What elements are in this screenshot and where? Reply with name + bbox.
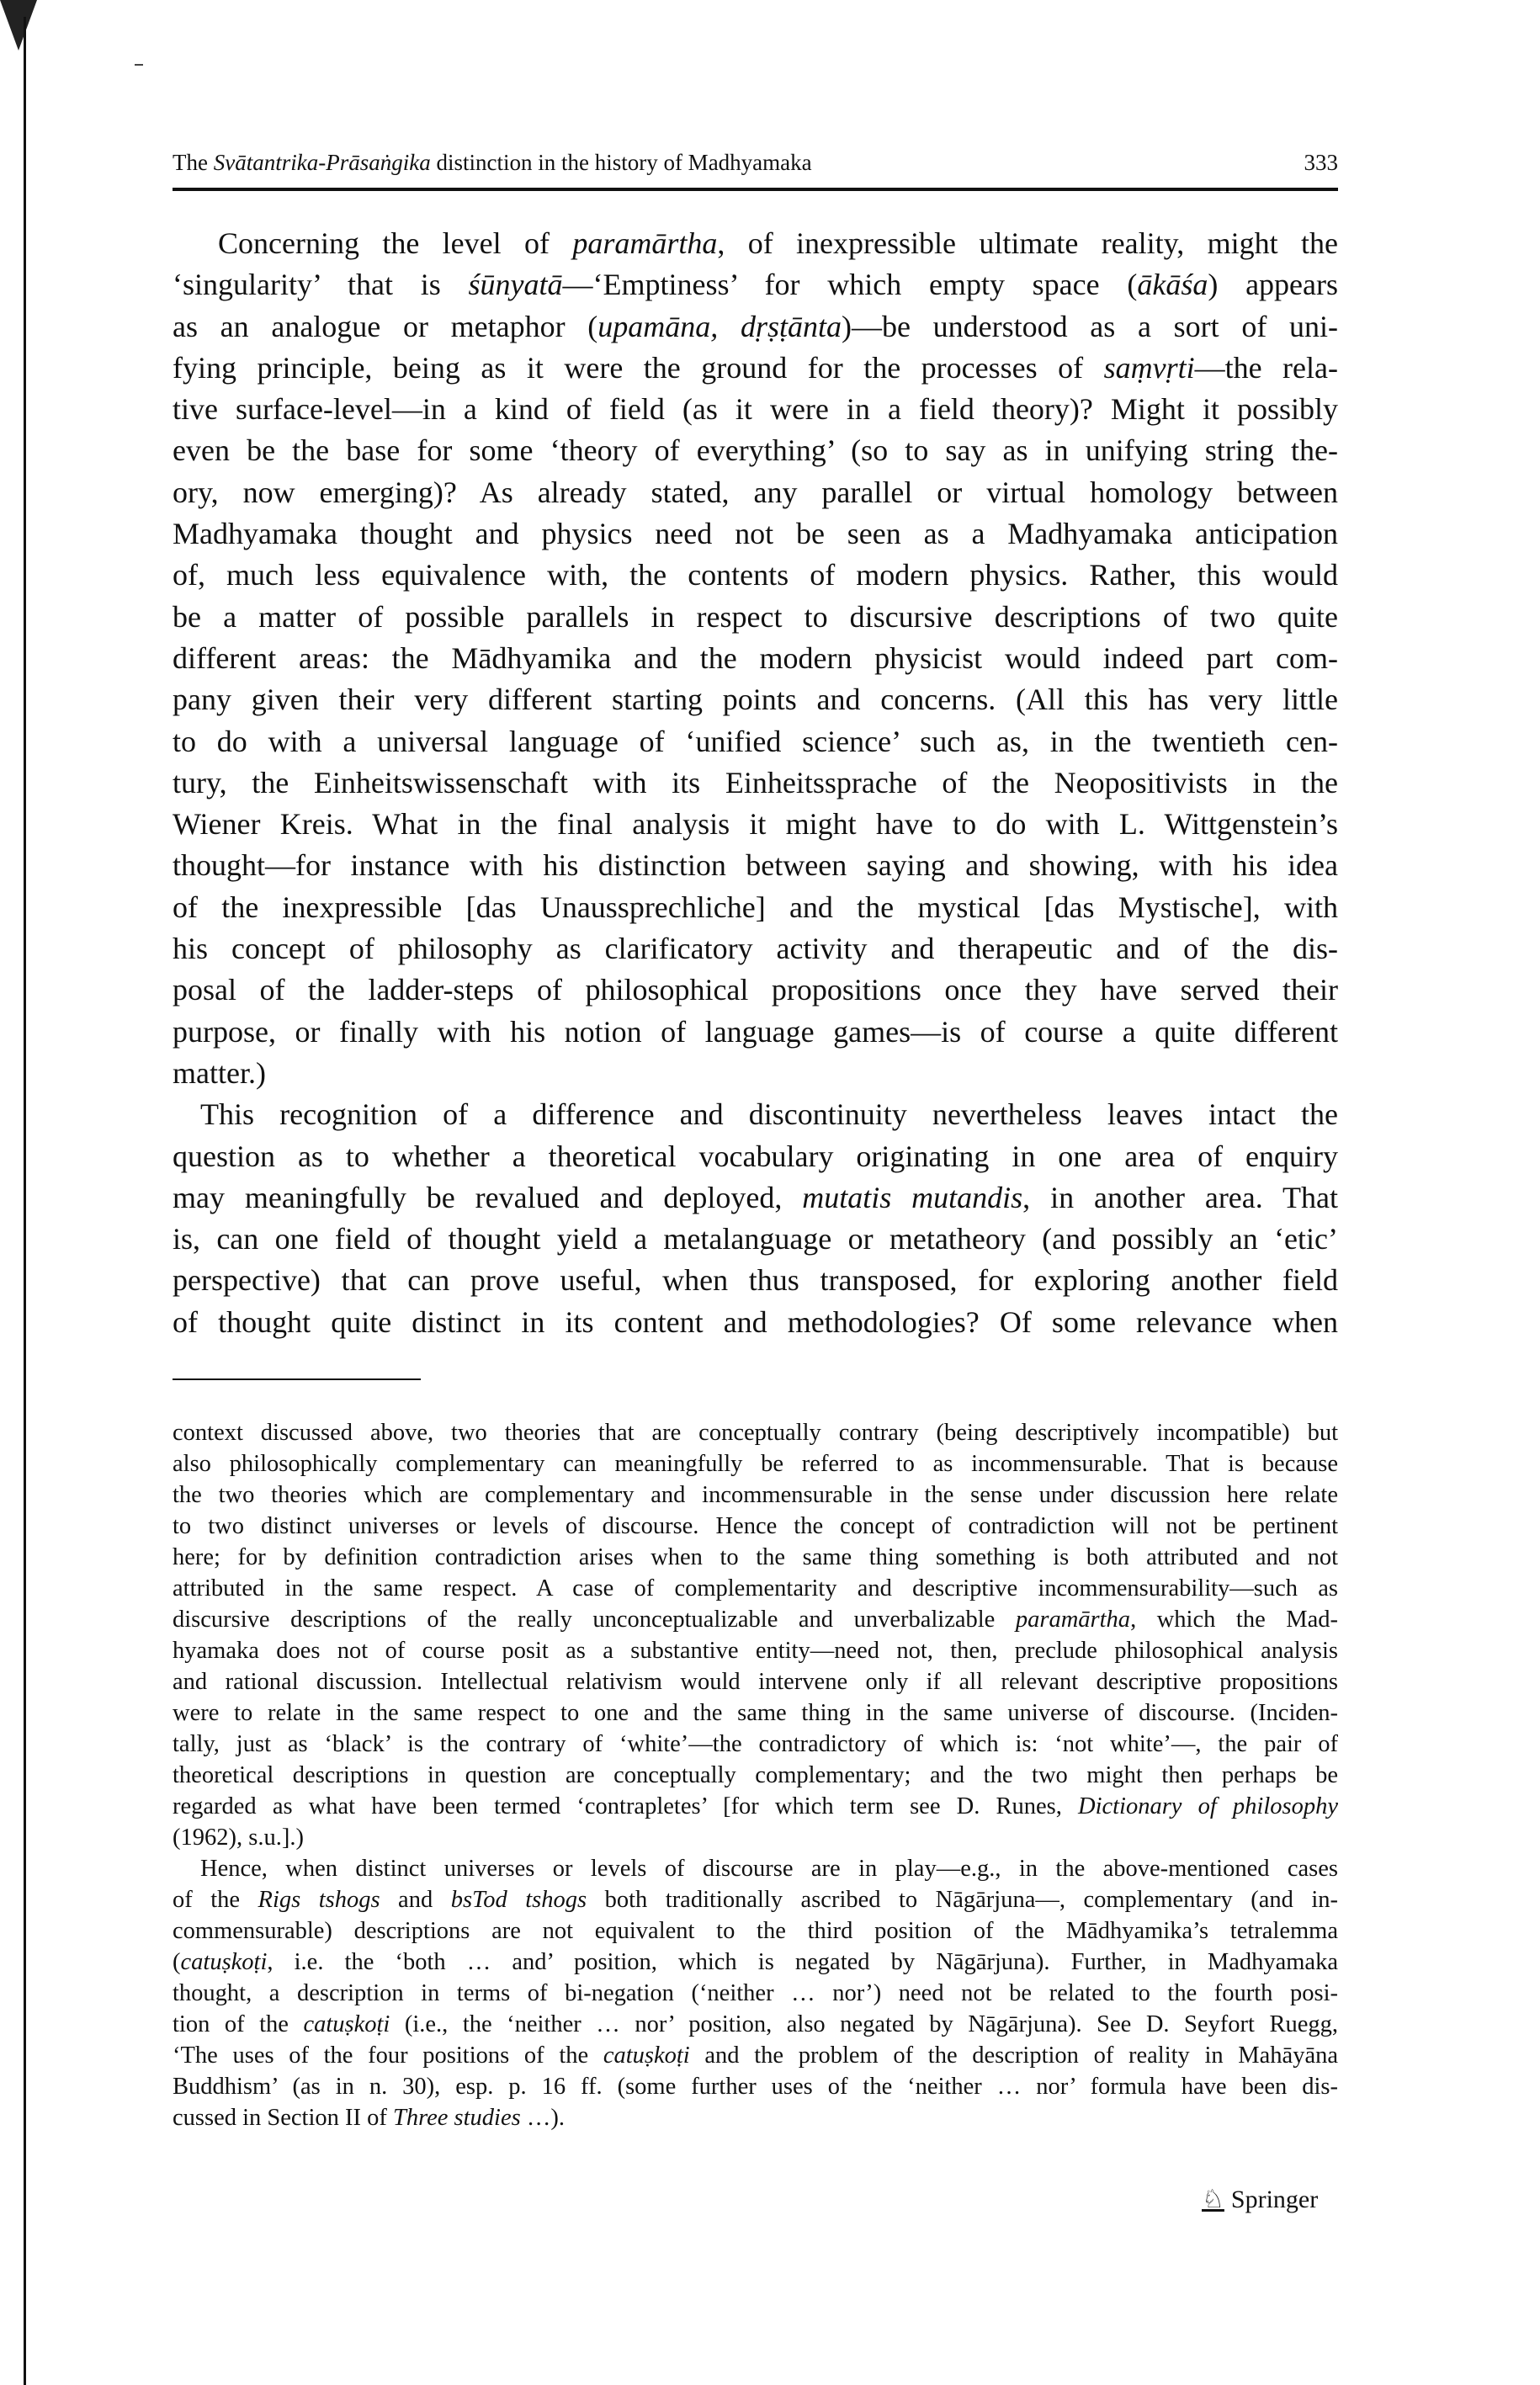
text-line	[173, 1822, 1338, 1853]
text-line	[173, 1479, 1338, 1511]
italic-term: śūnyatā	[468, 268, 563, 302]
text-run: here; for by definition contradiction arises when to the same thing something is both attributed and not	[173, 1544, 1338, 1570]
italic-term: catuṣkoṭi	[180, 1949, 268, 1975]
text-run: Wiener Kreis. What in the final analysis it might have to do with L. Wittgenstein’s	[173, 807, 1338, 842]
text-run: thought, a description in terms of bi-negation (‘neither … nor’) need not be related to the fourth posi-	[173, 1980, 1338, 2006]
text-run: question as to whether a theoretical vocabulary originating in one area of enquiry	[173, 1139, 1338, 1173]
text-run: (i.e., the ‘neither … nor’ position, also negated by Nāgārjuna). See D. Seyfort Ruegg,	[390, 2011, 1338, 2037]
text-run: is, can one field of thought yield a metalanguage or metatheory (and possibly an ‘etic’	[173, 1222, 1338, 1256]
text-run: cussed in Section II of	[173, 2105, 393, 2131]
text-run: regarded as what have been termed ‘contrapletes’ [for which term see D. Runes,	[173, 1793, 1078, 1819]
body-paragraph	[173, 223, 1338, 1094]
running-header	[173, 150, 1338, 176]
italic-term: Dictionary of philosophy	[1077, 1793, 1338, 1819]
text-run: hyamaka does not of course posit as a substantive entity—need not, then, preclude philosophical analysis	[173, 1638, 1338, 1664]
text-line	[173, 1915, 1338, 1947]
text-line	[173, 721, 1338, 762]
text-line	[173, 2071, 1338, 2102]
text-run: —‘Emptiness’ for which empty space (	[562, 268, 1138, 302]
text-run: theoretical descriptions in question are conceptually complementary; and the two might then perhaps be	[173, 1762, 1338, 1788]
text-run: —the rela-	[1194, 350, 1338, 385]
text-run: be a matter of possible parallels in respect to discursive descriptions of two quite	[173, 599, 1338, 634]
text-line	[173, 969, 1338, 1011]
text-run: …).	[520, 2105, 565, 2131]
text-run: were to relate in the same respect to one and the same thing in the same universe of discourse. (Inciden-	[173, 1700, 1338, 1726]
text-run: )—be understood as a sort of uni-	[841, 309, 1338, 343]
text-run: , in another area. That	[1022, 1180, 1338, 1214]
text-run: as an analogue or metaphor (	[173, 309, 598, 343]
text-run: fying principle, being as it were the ground for the processes of	[173, 350, 1104, 385]
text-run: purpose, or finally with his notion of language games—is of course a quite different	[173, 1014, 1338, 1049]
text-line	[173, 2040, 1338, 2071]
text-line	[173, 1448, 1338, 1479]
text-run: , i.e. the ‘both … and’ position, which is negated by Nāgārjuna). Further, in Madhyamaka	[267, 1949, 1338, 1975]
italic-term: mutatis mutandis	[802, 1180, 1023, 1214]
header-rule	[173, 188, 1338, 191]
text-run: even be the base for some ‘theory of everything’ (so to say as in unifying string the-	[173, 433, 1338, 468]
text-line	[173, 1511, 1338, 1542]
body-text	[173, 223, 1338, 1343]
text-run: context discussed above, two theories that are conceptually contrary (being descriptively incompatible) but	[173, 1420, 1338, 1446]
text-line	[173, 2009, 1338, 2040]
text-line	[173, 1177, 1338, 1219]
text-run: tally, just as ‘black’ is the contrary of ‘white’—the contradictory of which is: ‘not white’—, the pair of	[173, 1731, 1338, 1757]
italic-term: catuṣkoṭi	[603, 2042, 690, 2069]
text-line	[173, 264, 1338, 305]
text-run: tive surface-level—in a kind of field (as it were in a field theory)? Might it possibly	[173, 392, 1338, 427]
text-line	[173, 887, 1338, 928]
text-run: his concept of philosophy as clarificatory activity and therapeutic and of the dis-	[173, 932, 1338, 966]
text-line	[173, 1136, 1338, 1177]
text-line	[173, 1604, 1338, 1635]
text-line	[173, 1573, 1338, 1604]
text-run: Buddhism’ (as in n. 30), esp. p. 16 ff. (some further uses of the ‘neither … nor’ formula have been dis-	[173, 2074, 1338, 2100]
text-run: ‘singularity’ that is	[173, 268, 469, 302]
text-line	[173, 1697, 1338, 1729]
text-run: perspective) that can prove useful, when thus transposed, for exploring another field	[173, 1263, 1338, 1298]
text-line	[173, 762, 1338, 804]
text-line	[173, 472, 1338, 513]
text-line	[173, 1666, 1338, 1697]
footnote-paragraph	[173, 1417, 1338, 1853]
text-run: different areas: the Mādhyamika and the modern physicist would indeed part com-	[173, 640, 1338, 675]
text-line	[173, 389, 1338, 430]
publisher-name: Springer	[1230, 2185, 1319, 2213]
body-paragraph	[173, 1094, 1338, 1343]
text-run: ) appears	[1208, 268, 1338, 302]
text-run: Hence, when distinct universes or levels of discourse are in play—e.g., in the above-mentioned cases	[200, 1856, 1338, 1882]
text-line	[173, 845, 1338, 886]
italic-term: paramārtha	[1015, 1607, 1131, 1633]
text-line	[173, 928, 1338, 969]
footnote-separator	[173, 1378, 421, 1380]
text-run: of thought quite distinct in its content and methodologies? Of some relevance when	[173, 1304, 1338, 1339]
text-line	[173, 513, 1338, 555]
text-line	[173, 1947, 1338, 1978]
text-line	[173, 1053, 1338, 1094]
italic-term: Three studies	[392, 2105, 521, 2131]
text-run: ory, now emerging)? As already stated, any parallel or virtual homology between	[173, 475, 1338, 509]
running-title-text: The	[173, 150, 214, 175]
page-number: 333	[1304, 150, 1338, 175]
text-line	[173, 1012, 1338, 1053]
running-title-italic: Svātantrika-Prāsaṅgika	[213, 150, 431, 175]
footnote-paragraph	[173, 1853, 1338, 2133]
text-line	[173, 1542, 1338, 1573]
scan-artifact-dash	[135, 64, 143, 66]
text-line	[173, 1729, 1338, 1760]
publisher-logo	[1202, 2185, 1318, 2214]
text-run: This recognition of a difference and discontinuity nevertheless leaves intact the	[200, 1097, 1338, 1132]
text-line	[173, 555, 1338, 596]
text-run: to two distinct universes or levels of discourse. Hence the concept of contradiction will not be pertinent	[173, 1513, 1338, 1539]
text-line	[173, 430, 1338, 471]
text-run: of the inexpressible [das Unaussprechliche] and the mystical [das Mystische], with	[173, 890, 1338, 924]
text-line	[173, 1219, 1338, 1260]
text-run: tury, the Einheitswissenschaft with its Einheitssprache of the Neopositivists in the	[173, 765, 1338, 799]
italic-term: paramārtha	[572, 226, 718, 260]
scan-edge-line	[24, 17, 26, 2385]
text-run: (1962), s.u.].)	[173, 1825, 304, 1851]
text-run: and	[380, 1887, 451, 1913]
text-run: (	[173, 1949, 181, 1975]
text-run: Concerning the level of	[218, 226, 573, 260]
text-line	[173, 1302, 1338, 1343]
text-line	[173, 223, 1338, 264]
text-run: posal of the ladder-steps of philosophical propositions once they have served their	[173, 973, 1338, 1007]
text-line	[173, 804, 1338, 845]
text-run: Madhyamaka thought and physics need not be seen as a Madhyamaka anticipation	[173, 517, 1338, 551]
italic-term: bsTod tshogs	[450, 1887, 587, 1913]
text-line	[173, 348, 1338, 389]
text-run: tion of the	[173, 2011, 304, 2037]
text-run: attributed in the same respect. A case of complementarity and descriptive incommensurability—such as	[173, 1575, 1338, 1602]
italic-term: saṃvṛti	[1103, 350, 1195, 385]
text-line	[173, 597, 1338, 638]
text-line	[173, 1978, 1338, 2009]
text-run: , of inexpressible ultimate reality, might the	[717, 226, 1339, 260]
text-line	[173, 306, 1338, 348]
text-line	[173, 1791, 1338, 1822]
text-run: may meaningfully be revalued and deployed,	[173, 1180, 803, 1214]
text-line	[173, 638, 1338, 679]
text-line	[173, 1760, 1338, 1791]
text-run: the two theories which are complementary and incommensurable in the sense under discussion here relate	[173, 1482, 1338, 1508]
italic-term: ākāśa	[1137, 268, 1208, 302]
text-run: to do with a universal language of ‘unified science’ such as, in the twentieth cen-	[173, 724, 1338, 758]
text-run: and rational discussion. Intellectual relativism would intervene only if all relevant descriptive propositions	[173, 1669, 1338, 1695]
italic-term: Rigs tshogs	[258, 1887, 380, 1913]
scan-artifact-wedge	[0, 0, 37, 50]
text-run: of, much less equivalence with, the contents of modern physics. Rather, this would	[173, 558, 1338, 592]
running-title-text: distinction in the history of Madhyamaka	[430, 150, 812, 175]
springer-horse-icon: ♘	[1202, 2186, 1224, 2213]
text-run: also philosophically complementary can meaningfully be referred to as incommensurable. That is because	[173, 1451, 1338, 1477]
text-run: ‘The uses of the four positions of the	[173, 2042, 603, 2069]
text-run: discursive descriptions of the really unconceptualizable and unverbalizable	[173, 1607, 1016, 1633]
text-line	[173, 2102, 1338, 2133]
text-run: matter.)	[173, 1055, 266, 1090]
footnote-text	[173, 1417, 1338, 2133]
text-run: both traditionally ascribed to Nāgārjuna—, complementary (and in-	[587, 1887, 1338, 1913]
text-line	[173, 1853, 1338, 1884]
text-run: thought—for instance with his distinction between saying and showing, with his idea	[173, 848, 1338, 883]
text-line	[173, 1094, 1338, 1135]
text-line	[173, 1260, 1338, 1301]
text-run: , which the Mad-	[1130, 1607, 1338, 1633]
text-run: and the problem of the description of reality in Mahāyāna	[689, 2042, 1338, 2069]
text-line	[173, 1417, 1338, 1448]
text-line	[173, 1884, 1338, 1915]
text-line	[173, 679, 1338, 720]
text-run: pany given their very different starting points and concerns. (All this has very little	[173, 683, 1338, 717]
text-line	[173, 1635, 1338, 1666]
text-run: commensurable) descriptions are not equivalent to the third position of the Mādhyamika’s tetralemma	[173, 1918, 1338, 1944]
italic-term: upamāna, dṛṣṭānta	[597, 309, 842, 343]
running-title	[173, 150, 812, 176]
text-run: of the	[173, 1887, 258, 1913]
italic-term: catuṣkoṭi	[303, 2011, 390, 2037]
